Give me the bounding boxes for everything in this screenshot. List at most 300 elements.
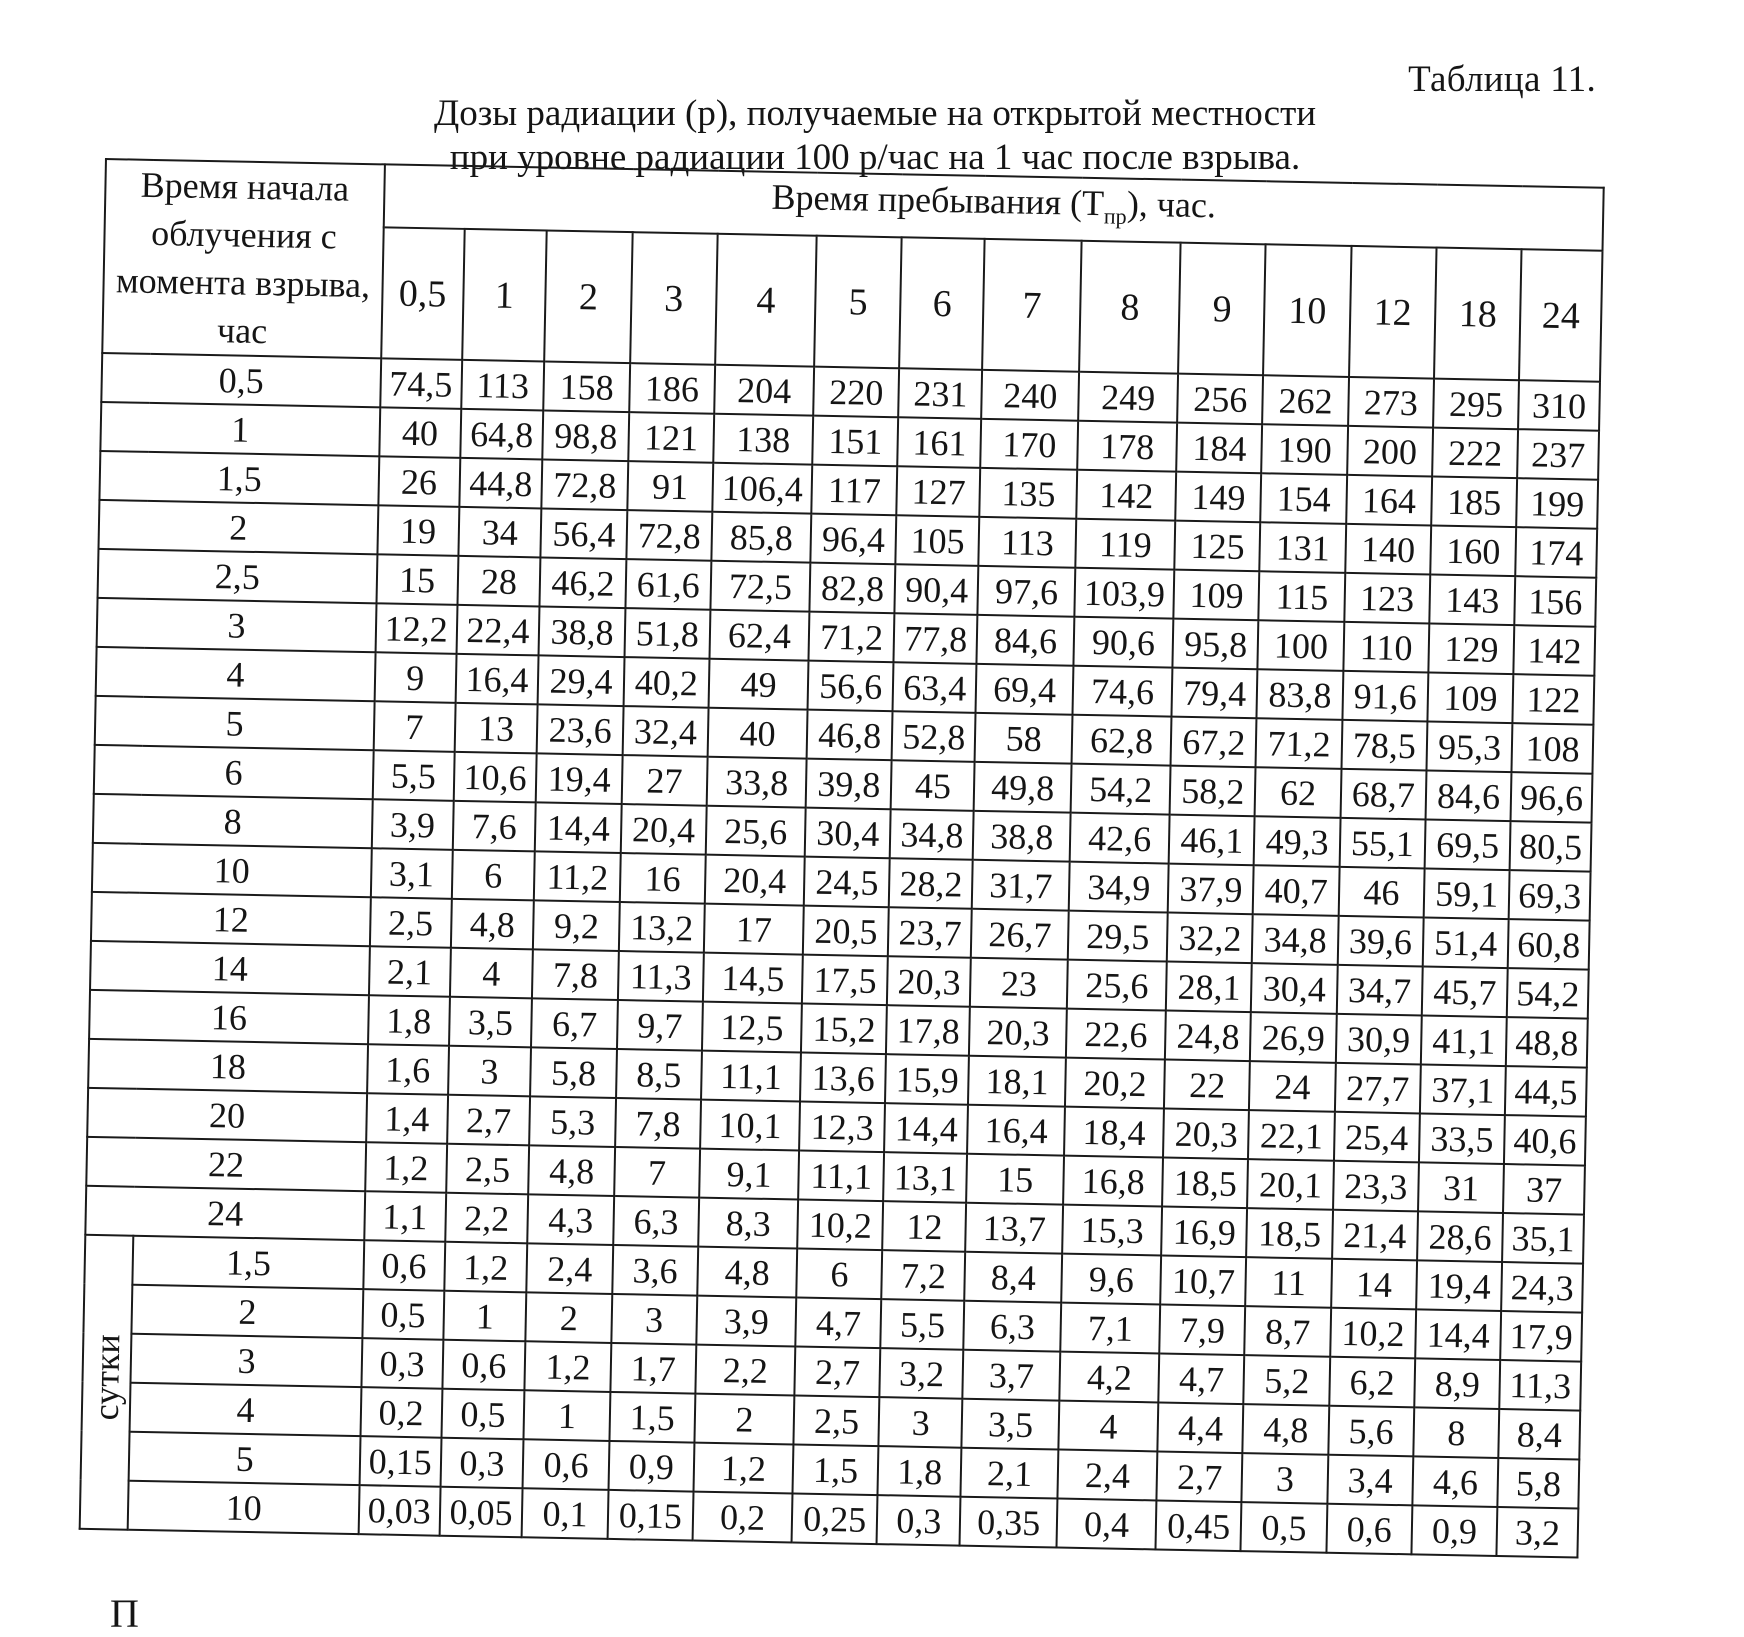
dose-cell: 0,6 <box>523 1439 609 1490</box>
column-header: 0,5 <box>381 228 464 360</box>
row-header-hours: 2 <box>98 500 378 554</box>
dose-cell: 1,2 <box>444 1242 528 1293</box>
dose-cell: 4,8 <box>450 899 534 950</box>
dose-cell: 1,1 <box>364 1191 446 1242</box>
dose-cell: 40 <box>708 708 808 759</box>
caption-line-2: при уровне радиации 100 р/час на 1 час после взрыва. <box>449 137 1301 178</box>
dose-cell: 113 <box>979 517 1077 568</box>
dose-cell: 55,1 <box>1339 818 1425 869</box>
dose-cell: 6,2 <box>1329 1357 1415 1408</box>
column-header: 3 <box>630 232 718 364</box>
dose-cell: 4,6 <box>1412 1456 1498 1507</box>
dose-cell: 5,5 <box>373 750 455 801</box>
dose-cell: 20,4 <box>620 804 706 855</box>
dose-cell: 127 <box>897 466 981 517</box>
dose-cell: 54,2 <box>1071 764 1171 815</box>
dose-cell: 32,4 <box>622 706 708 757</box>
dose-cell: 26 <box>378 456 460 507</box>
dose-cell: 1,4 <box>366 1093 448 1144</box>
dose-cell: 122 <box>1513 674 1595 725</box>
dose-cell: 95,8 <box>1173 619 1259 670</box>
dose-cell: 3 <box>448 1046 532 1097</box>
dose-cell: 0,2 <box>693 1492 793 1543</box>
dose-cell: 64,8 <box>460 409 544 460</box>
dose-cell: 0,6 <box>442 1340 526 1391</box>
dose-cell: 40,2 <box>623 657 709 708</box>
dose-cell: 41,1 <box>1421 1015 1507 1066</box>
caption-line-1: Дозы радиации (р), получаемые на открытой местности <box>433 93 1317 134</box>
dose-cell: 22,4 <box>456 605 540 656</box>
dose-cell: 3,2 <box>880 1348 964 1399</box>
dose-cell: 39,8 <box>806 759 892 810</box>
dose-cell: 1,5 <box>609 1392 695 1443</box>
dose-cell: 123 <box>1344 573 1430 624</box>
dose-cell: 91 <box>627 461 713 512</box>
dose-cell: 20,1 <box>1248 1159 1334 1210</box>
dose-cell: 11,1 <box>701 1051 801 1102</box>
dose-cell: 4 <box>449 948 533 999</box>
dose-cell: 27 <box>621 755 707 806</box>
dose-cell: 0,2 <box>360 1387 442 1438</box>
dose-cell: 44,8 <box>459 458 543 509</box>
dose-cell: 0,3 <box>361 1338 443 1389</box>
duration-header-suffix: ), час. <box>1126 183 1217 226</box>
dose-cell: 20,3 <box>969 1007 1067 1058</box>
dose-cell: 108 <box>1512 723 1594 774</box>
dose-cell: 9,1 <box>699 1149 799 1200</box>
corner-header: Время начала облучения с момента взрыва, час <box>102 159 385 358</box>
dose-cell: 30,9 <box>1336 1014 1422 1065</box>
dose-cell: 26,7 <box>971 909 1069 960</box>
dose-cell: 3 <box>1242 1453 1328 1504</box>
trailing-text: П <box>110 1591 139 1636</box>
dose-cell: 13,1 <box>883 1152 967 1203</box>
dose-cell: 6,3 <box>613 1196 699 1247</box>
dose-cell: 44,5 <box>1505 1066 1587 1117</box>
dose-cell: 17,5 <box>802 955 888 1006</box>
dose-cell: 45,7 <box>1422 966 1508 1017</box>
dose-cell: 60,8 <box>1508 919 1590 970</box>
dose-cell: 0,5 <box>362 1289 444 1340</box>
dose-cell: 10,2 <box>797 1200 883 1251</box>
dose-cell: 1,7 <box>610 1343 696 1394</box>
duration-header-subscript: пр <box>1103 203 1127 229</box>
dose-cell: 231 <box>899 368 983 419</box>
dose-cell: 4,2 <box>1059 1352 1159 1403</box>
dose-cell: 82,8 <box>810 563 896 614</box>
dose-cell: 5,8 <box>1498 1458 1580 1509</box>
dose-cell: 67,2 <box>1171 717 1257 768</box>
dose-cell: 58 <box>975 713 1073 764</box>
dose-cell: 96,6 <box>1511 772 1593 823</box>
dose-cell: 237 <box>1517 429 1599 480</box>
row-header-hours: 0,5 <box>101 353 381 407</box>
dose-cell: 4,3 <box>528 1194 614 1245</box>
dose-cell: 12,3 <box>799 1102 885 1153</box>
column-header: 10 <box>1263 245 1351 377</box>
dose-cell: 18,4 <box>1064 1107 1164 1158</box>
dose-cell: 20,5 <box>803 906 889 957</box>
row-header-hours: 6 <box>94 745 374 799</box>
dose-cell: 62,8 <box>1072 715 1172 766</box>
dose-cell: 1,2 <box>525 1341 611 1392</box>
dose-cell: 1,8 <box>368 995 450 1046</box>
dose-cell: 14,4 <box>535 802 621 853</box>
row-header-days: 1,5 <box>133 1236 364 1289</box>
dose-cell: 21,4 <box>1332 1210 1418 1261</box>
dose-cell: 9,2 <box>533 900 619 951</box>
dose-cell: 1 <box>443 1291 527 1342</box>
dose-cell: 184 <box>1176 423 1262 474</box>
dose-cell: 97,6 <box>978 566 1076 617</box>
dose-cell: 34,8 <box>890 809 974 860</box>
dose-cell: 4,8 <box>1243 1404 1329 1455</box>
dose-cell: 79,4 <box>1172 668 1258 719</box>
dose-cell: 138 <box>713 414 813 465</box>
dose-cell: 49 <box>709 659 809 710</box>
dose-cell: 295 <box>1433 379 1519 430</box>
dose-cell: 15 <box>966 1154 1064 1205</box>
dose-cell: 113 <box>461 360 545 411</box>
dose-cell: 46,1 <box>1169 815 1255 866</box>
dose-cell: 121 <box>628 412 714 463</box>
dose-cell: 2 <box>694 1394 794 1445</box>
dose-cell: 16 <box>620 853 706 904</box>
dose-cell: 11,3 <box>1499 1360 1581 1411</box>
dose-cell: 0,15 <box>359 1436 441 1487</box>
dose-cell: 240 <box>981 370 1079 421</box>
dose-cell: 2,4 <box>1058 1450 1158 1501</box>
duration-header-prefix: Время пребывания (Т <box>771 176 1105 224</box>
dose-cell: 13,7 <box>965 1203 1063 1254</box>
dose-cell: 5,5 <box>881 1299 965 1350</box>
dose-cell: 19,4 <box>1416 1260 1502 1311</box>
dose-cell: 74,5 <box>380 358 462 409</box>
dose-cell: 0,5 <box>1241 1502 1327 1553</box>
radiation-dose-table-wrapper <box>79 158 1605 1559</box>
dose-cell: 28,2 <box>889 858 973 909</box>
dose-cell: 2,7 <box>447 1095 531 1146</box>
dose-cell: 24,5 <box>804 857 890 908</box>
dose-cell: 4 <box>1058 1401 1158 1452</box>
row-header-hours: 10 <box>92 843 372 897</box>
row-header-days: 4 <box>130 1383 361 1436</box>
dose-cell: 69,3 <box>1509 870 1591 921</box>
dose-cell: 273 <box>1348 377 1434 428</box>
dose-cell: 15,2 <box>801 1004 887 1055</box>
dose-cell: 106,4 <box>712 463 812 514</box>
dose-cell: 52,8 <box>892 711 976 762</box>
dose-cell: 2,5 <box>794 1395 880 1446</box>
dose-cell: 84,6 <box>1426 770 1512 821</box>
dose-cell: 103,9 <box>1074 568 1174 619</box>
dose-cell: 142 <box>1076 470 1176 521</box>
dose-cell: 222 <box>1432 428 1518 479</box>
dose-cell: 19,4 <box>536 753 622 804</box>
dose-cell: 51,4 <box>1423 917 1509 968</box>
dose-cell: 78,5 <box>1341 720 1427 771</box>
dose-cell: 69,5 <box>1425 819 1511 870</box>
row-header-days: 5 <box>129 1432 360 1485</box>
dose-cell: 0,25 <box>792 1493 878 1544</box>
dose-cell: 6 <box>451 850 535 901</box>
dose-cell: 262 <box>1263 375 1349 426</box>
dose-cell: 0,5 <box>441 1389 525 1440</box>
dose-cell: 14,5 <box>703 953 803 1004</box>
column-header: 9 <box>1178 243 1266 375</box>
dose-cell: 3,2 <box>1497 1507 1579 1558</box>
dose-cell: 14,4 <box>1415 1309 1501 1360</box>
row-header-hours: 18 <box>88 1039 368 1093</box>
dose-cell: 40 <box>379 407 461 458</box>
dose-cell: 3,9 <box>696 1296 796 1347</box>
column-header: 24 <box>1519 250 1602 382</box>
dose-cell: 117 <box>811 465 897 516</box>
dose-cell: 90,4 <box>895 564 979 615</box>
row-header-hours: 5 <box>95 696 375 750</box>
column-header: 5 <box>814 236 902 368</box>
dose-cell: 49,8 <box>974 762 1072 813</box>
dose-cell: 11,2 <box>534 851 620 902</box>
dose-cell: 8,4 <box>1499 1409 1581 1460</box>
dose-cell: 62,4 <box>709 610 809 661</box>
row-header-hours: 20 <box>87 1088 367 1142</box>
dose-cell: 1,2 <box>365 1142 447 1193</box>
dose-cell: 22 <box>1164 1060 1250 1111</box>
dose-cell: 28 <box>457 556 541 607</box>
dose-cell: 2,2 <box>445 1193 529 1244</box>
dose-cell: 15,9 <box>885 1054 969 1105</box>
dose-cell: 38,8 <box>539 606 625 657</box>
dose-cell: 115 <box>1259 571 1345 622</box>
row-header-hours: 22 <box>86 1137 366 1191</box>
dose-cell: 18,5 <box>1162 1157 1248 1208</box>
dose-cell: 1,8 <box>878 1446 962 1497</box>
dose-cell: 58,2 <box>1170 766 1256 817</box>
dose-cell: 72,8 <box>626 510 712 561</box>
dose-cell: 9 <box>374 652 456 703</box>
row-header-hours: 14 <box>90 941 370 995</box>
dose-cell: 6,7 <box>531 998 617 1049</box>
dose-cell: 34 <box>458 507 542 558</box>
dose-cell: 59,1 <box>1424 868 1510 919</box>
dose-cell: 170 <box>981 419 1079 470</box>
dose-cell: 7,8 <box>615 1098 701 1149</box>
dose-cell: 28,1 <box>1166 962 1252 1013</box>
dose-cell: 12,2 <box>375 603 457 654</box>
dose-cell: 3,6 <box>612 1245 698 1296</box>
dose-cell: 8,4 <box>965 1252 1063 1303</box>
dose-cell: 8,5 <box>616 1049 702 1100</box>
dose-cell: 20,3 <box>1163 1109 1249 1160</box>
dose-cell: 1,6 <box>367 1044 449 1095</box>
dose-cell: 0,9 <box>608 1441 694 1492</box>
dose-cell: 0,35 <box>960 1497 1058 1548</box>
dose-cell: 154 <box>1261 473 1347 524</box>
dose-cell: 12,5 <box>702 1002 802 1053</box>
row-header-hours: 4 <box>96 647 376 701</box>
dose-cell: 10,7 <box>1160 1255 1246 1306</box>
dose-cell: 12 <box>883 1201 967 1252</box>
dose-cell: 19 <box>377 505 459 556</box>
column-header: 12 <box>1349 246 1437 378</box>
dose-cell: 49,3 <box>1254 816 1340 867</box>
dose-cell: 119 <box>1075 519 1175 570</box>
column-header: 1 <box>462 229 547 361</box>
dose-cell: 160 <box>1430 526 1516 577</box>
dose-cell: 6 <box>796 1248 882 1299</box>
dose-cell: 33,8 <box>707 757 807 808</box>
dose-cell: 3,7 <box>963 1350 1061 1401</box>
dose-cell: 8,7 <box>1245 1306 1331 1357</box>
dose-cell: 3,1 <box>371 848 453 899</box>
dose-cell: 32,2 <box>1167 913 1253 964</box>
dose-cell: 22,6 <box>1066 1009 1166 1060</box>
dose-cell: 0,3 <box>877 1495 961 1546</box>
dose-cell: 186 <box>629 363 715 414</box>
dose-cell: 0,45 <box>1156 1500 1242 1551</box>
dose-cell: 90,6 <box>1074 617 1174 668</box>
dose-cell: 0,1 <box>522 1488 608 1539</box>
dose-cell: 91,6 <box>1342 671 1428 722</box>
dose-cell: 23,6 <box>537 704 623 755</box>
dose-cell: 40,7 <box>1253 865 1339 916</box>
dose-cell: 4,8 <box>697 1247 797 1298</box>
dose-cell: 164 <box>1346 475 1432 526</box>
row-header-hours: 16 <box>89 990 369 1044</box>
dose-cell: 56,4 <box>541 508 627 559</box>
dose-cell: 85,8 <box>711 512 811 563</box>
dose-cell: 0,4 <box>1057 1499 1157 1550</box>
dose-cell: 24 <box>1249 1061 1335 1112</box>
dose-cell: 62 <box>1255 767 1341 818</box>
dose-cell: 0,9 <box>1411 1505 1497 1556</box>
dose-cell: 125 <box>1174 521 1260 572</box>
dose-cell: 13,2 <box>619 902 705 953</box>
dose-cell: 3,4 <box>1327 1455 1413 1506</box>
dose-cell: 72,5 <box>710 561 810 612</box>
dose-cell: 8 <box>1413 1407 1499 1458</box>
dose-cell: 31,7 <box>972 860 1070 911</box>
dose-cell: 3 <box>611 1294 697 1345</box>
dose-cell: 18,5 <box>1247 1208 1333 1259</box>
dose-cell: 31 <box>1418 1162 1504 1213</box>
dose-cell: 156 <box>1515 576 1597 627</box>
dose-cell: 37,9 <box>1168 864 1254 915</box>
dose-cell: 2,1 <box>961 1448 1059 1499</box>
dose-cell: 37,1 <box>1420 1064 1506 1115</box>
dose-cell: 16,4 <box>455 654 539 705</box>
dose-cell: 0,6 <box>1326 1504 1412 1555</box>
dose-cell: 34,7 <box>1337 965 1423 1016</box>
dose-cell: 2,2 <box>695 1345 795 1396</box>
column-header: 8 <box>1079 241 1181 374</box>
dose-cell: 1 <box>524 1390 610 1441</box>
dose-cell: 109 <box>1427 672 1513 723</box>
radiation-dose-table <box>79 158 1605 1559</box>
table-number-label: Таблица 11. <box>1408 59 1596 100</box>
dose-cell: 10,2 <box>1330 1308 1416 1359</box>
dose-cell: 2,5 <box>370 897 452 948</box>
row-header-days: 3 <box>131 1334 362 1387</box>
dose-cell: 1,5 <box>793 1444 879 1495</box>
dose-cell: 0,6 <box>363 1240 445 1291</box>
dose-cell: 46 <box>1338 867 1424 918</box>
dose-cell: 54,2 <box>1507 968 1589 1019</box>
dose-cell: 310 <box>1518 380 1600 431</box>
dose-cell: 199 <box>1516 478 1598 529</box>
dose-cell: 17,9 <box>1500 1311 1582 1362</box>
dose-cell: 5,3 <box>530 1096 616 1147</box>
days-group-label: сутки <box>85 1333 128 1421</box>
dose-cell: 63,4 <box>893 662 977 713</box>
dose-cell: 34,9 <box>1069 862 1169 913</box>
dose-cell: 56,6 <box>808 661 894 712</box>
column-header: 6 <box>899 238 984 370</box>
dose-cell: 83,8 <box>1257 669 1343 720</box>
row-header-days: 10 <box>128 1481 359 1534</box>
days-group-cell <box>80 1235 134 1530</box>
dose-cell: 98,8 <box>543 410 629 461</box>
dose-cell: 11 <box>1246 1257 1332 1308</box>
dose-cell: 9,6 <box>1061 1254 1161 1305</box>
column-header: 4 <box>715 234 817 367</box>
dose-cell: 149 <box>1175 472 1261 523</box>
dose-cell: 37 <box>1503 1164 1585 1215</box>
dose-cell: 40,6 <box>1504 1115 1586 1166</box>
dose-cell: 26,9 <box>1250 1012 1336 1063</box>
dose-cell: 204 <box>714 365 814 416</box>
dose-cell: 8,3 <box>698 1198 798 1249</box>
dose-cell: 42,6 <box>1070 813 1170 864</box>
dose-cell: 7,9 <box>1159 1304 1245 1355</box>
column-header: 2 <box>545 231 633 363</box>
dose-cell: 27,7 <box>1335 1063 1421 1114</box>
dose-cell: 46,8 <box>807 710 893 761</box>
dose-cell: 2 <box>526 1292 612 1343</box>
dose-cell: 2,1 <box>369 946 451 997</box>
dose-cell: 25,6 <box>1067 960 1167 1011</box>
dose-cell: 178 <box>1077 421 1177 472</box>
dose-cell: 14 <box>1331 1259 1417 1310</box>
dose-cell: 74,6 <box>1073 666 1173 717</box>
dose-cell: 0,3 <box>440 1438 524 1489</box>
dose-cell: 10,6 <box>453 752 537 803</box>
dose-cell: 7,6 <box>452 801 536 852</box>
dose-cell: 46,2 <box>540 557 626 608</box>
dose-cell: 7 <box>614 1147 700 1198</box>
dose-cell: 22,1 <box>1248 1110 1334 1161</box>
dose-cell: 80,5 <box>1510 821 1592 872</box>
dose-cell: 0,15 <box>607 1490 693 1541</box>
row-header-hours: 8 <box>93 794 373 848</box>
dose-cell: 29,4 <box>538 655 624 706</box>
dose-cell: 13,6 <box>800 1053 886 1104</box>
dose-cell: 16,9 <box>1161 1206 1247 1257</box>
dose-cell: 14,4 <box>884 1103 968 1154</box>
dose-cell: 5,6 <box>1328 1406 1414 1457</box>
dose-cell: 48,8 <box>1506 1017 1588 1068</box>
dose-cell: 7,2 <box>882 1250 966 1301</box>
dose-cell: 35,1 <box>1502 1213 1584 1264</box>
dose-cell: 10,1 <box>700 1100 800 1151</box>
dose-cell: 20,3 <box>887 956 971 1007</box>
dose-cell: 158 <box>544 361 630 412</box>
dose-cell: 33,5 <box>1419 1113 1505 1164</box>
dose-cell: 190 <box>1262 424 1348 475</box>
dose-cell: 84,6 <box>977 615 1075 666</box>
dose-cell: 5,8 <box>531 1047 617 1098</box>
